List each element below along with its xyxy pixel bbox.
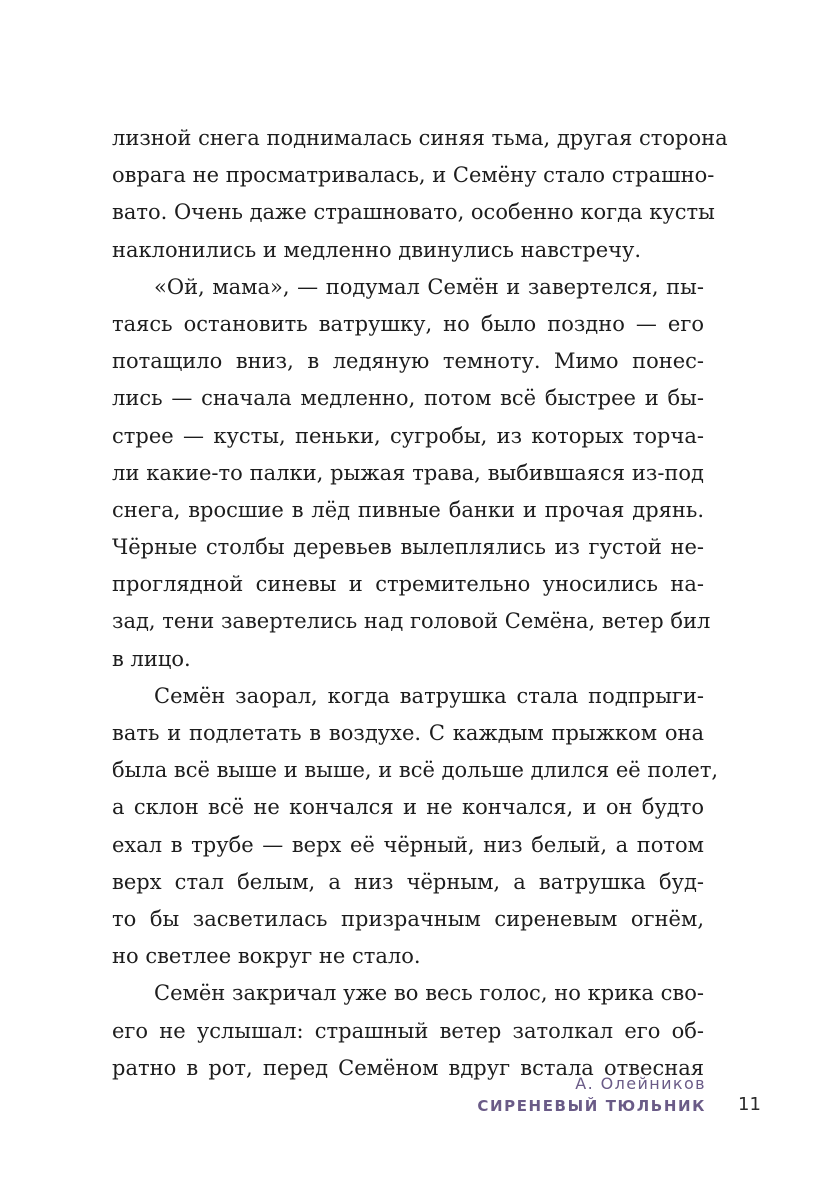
text-line: лись — сначала медленно, потом всё быстрее и бы- (112, 386, 704, 411)
text-line: а склон всё не кончался и не кончался, и он будто (112, 795, 704, 820)
text-line: зад, тени завертелись над головой Семёна, ветер бил (112, 609, 711, 634)
text-line: вать и подлетать в воздухе. С каждым прыжком она (112, 721, 704, 745)
text-line: оврага не просматривалась, и Семёну стало страшно- (112, 163, 715, 188)
text-line: наклонились и медленно двинулись навстречу. (112, 237, 642, 262)
body-text (112, 120, 728, 1087)
paragraph (112, 975, 704, 1087)
text-line: верх стал белым, а низ чёрным, а ватрушка буд- (112, 869, 704, 894)
paragraph (112, 678, 719, 976)
text-line: стрее — кусты, пеньки, сугробы, из которых торча- (112, 423, 704, 448)
text-line: потащило вниз, в ледяную темноту. Мимо понес- (112, 349, 704, 374)
text-line: ехал в трубе — верх её чёрный, низ белый, а потом (112, 832, 704, 857)
text-line: «Ой, мама», — подумал Семён и завертелся, пы- (154, 274, 704, 299)
text-line: но светлее вокруг не стало. (112, 944, 421, 969)
paragraph (112, 120, 728, 269)
text-line: снега, вросшие в лёд пивные банки и прочая дрянь. (112, 497, 704, 522)
text-line: Семён закричал уже во весь голос, но крика сво- (154, 981, 704, 1006)
text-line: лизной снега поднималась синяя тьма, другая сторона (112, 126, 728, 150)
text-line: Семён заорал, когда ватрушка стала подпрыги- (154, 683, 704, 708)
text-line: ратно в рот, перед Семёном вдруг встала отвесная (112, 1055, 704, 1080)
text-line: Чёрные столбы деревьев вылеплялись из густой не- (112, 535, 704, 560)
paragraph (112, 269, 711, 678)
text-line: проглядной синевы и стремительно уносились на- (112, 572, 704, 597)
text-line: ли какие-то палки, рыжая трава, выбившаяся из-под (112, 460, 704, 485)
text-line: его не услышал: страшный ветер затолкал его об- (112, 1018, 704, 1043)
text-line: была всё выше и выше, и всё дольше длился её полет, (112, 758, 719, 783)
text-line: вато. Очень даже страшновато, особенно когда кусты (112, 200, 715, 225)
text-line: то бы засветилась призрачным сиреневым огнём, (112, 906, 704, 931)
footer-book-title: СИРЕНЕВЫЙ ТЮЛЬНИК (477, 1097, 706, 1115)
page-number: 11 (738, 1094, 761, 1115)
footer-author: А. Олейников (575, 1074, 706, 1093)
text-line: в лицо. (112, 646, 191, 671)
text-line: таясь остановить ватрушку, но было поздно — его (112, 311, 704, 336)
